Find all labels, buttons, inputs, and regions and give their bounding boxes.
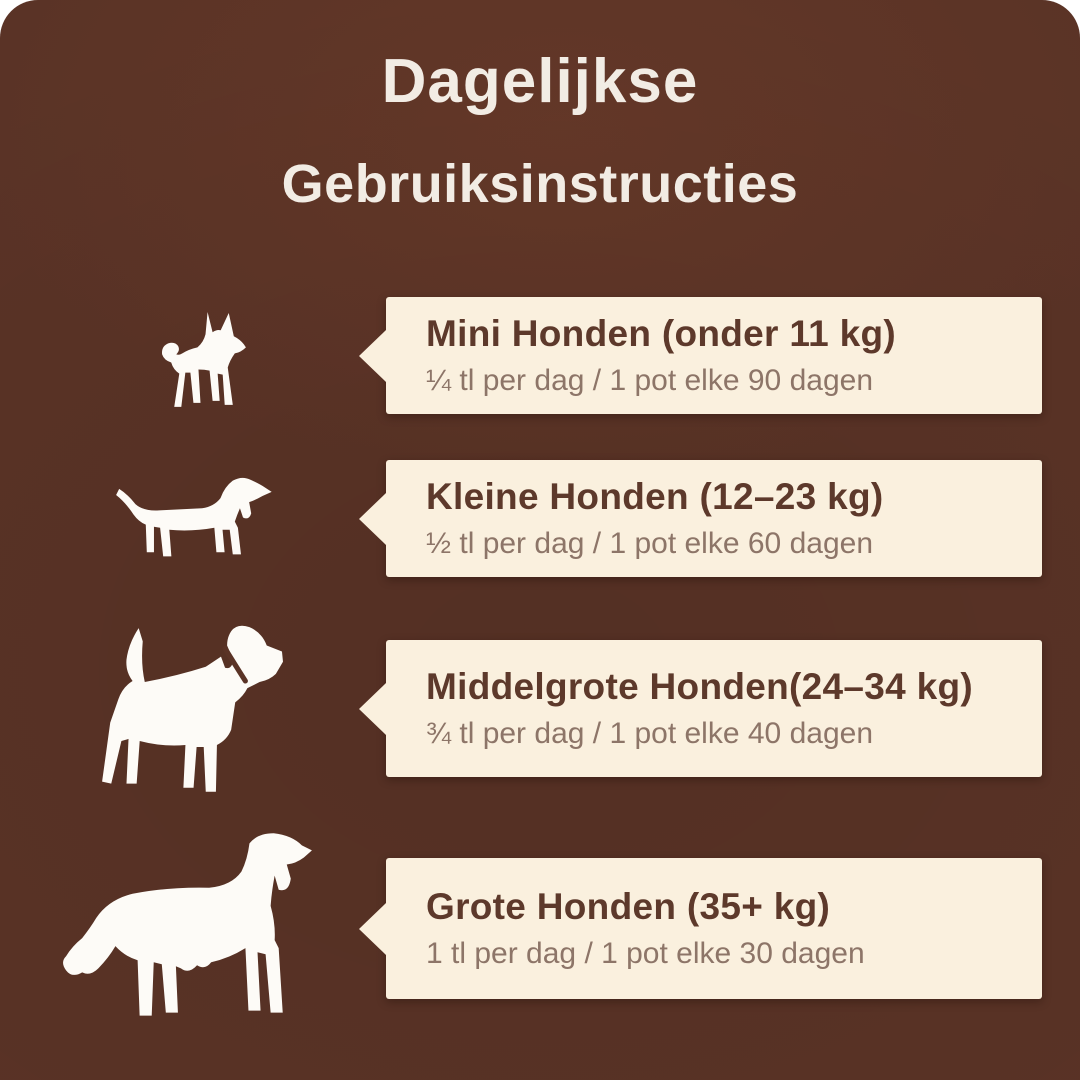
- dachshund-icon: [112, 468, 286, 566]
- size-category-banner-grote: [386, 858, 1042, 999]
- title-block: [0, 0, 1080, 215]
- banner-dosage: ½ tl per dag / 1 pot elke 60 dagen: [426, 527, 873, 560]
- banner-heading: Middelgrote Honden(24–34 kg): [426, 666, 974, 707]
- size-category-banner-kleine: [386, 460, 1042, 577]
- banner-heading: Grote Honden (35+ kg): [426, 886, 831, 927]
- banner-heading: Kleine Honden (12–23 kg): [426, 476, 884, 517]
- banner-dosage: ¾ tl per dag / 1 pot elke 40 dagen: [426, 717, 873, 750]
- banner-dosage: 1 tl per dag / 1 pot elke 30 dagen: [426, 937, 865, 970]
- banner-heading: Mini Honden (onder 11 kg): [426, 313, 897, 354]
- golden-retriever-icon: [58, 830, 320, 1024]
- page-title: Dagelijkse: [381, 47, 699, 116]
- size-category-banner-mini: [386, 297, 1042, 414]
- labrador-icon: [96, 622, 284, 802]
- banner-dosage: ¼ tl per dag / 1 pot elke 90 dagen: [426, 364, 873, 397]
- chihuahua-icon: [152, 310, 252, 416]
- page-subtitle: Gebruiksinstructies: [281, 154, 799, 214]
- size-category-banner-middelgrote: [386, 640, 1042, 777]
